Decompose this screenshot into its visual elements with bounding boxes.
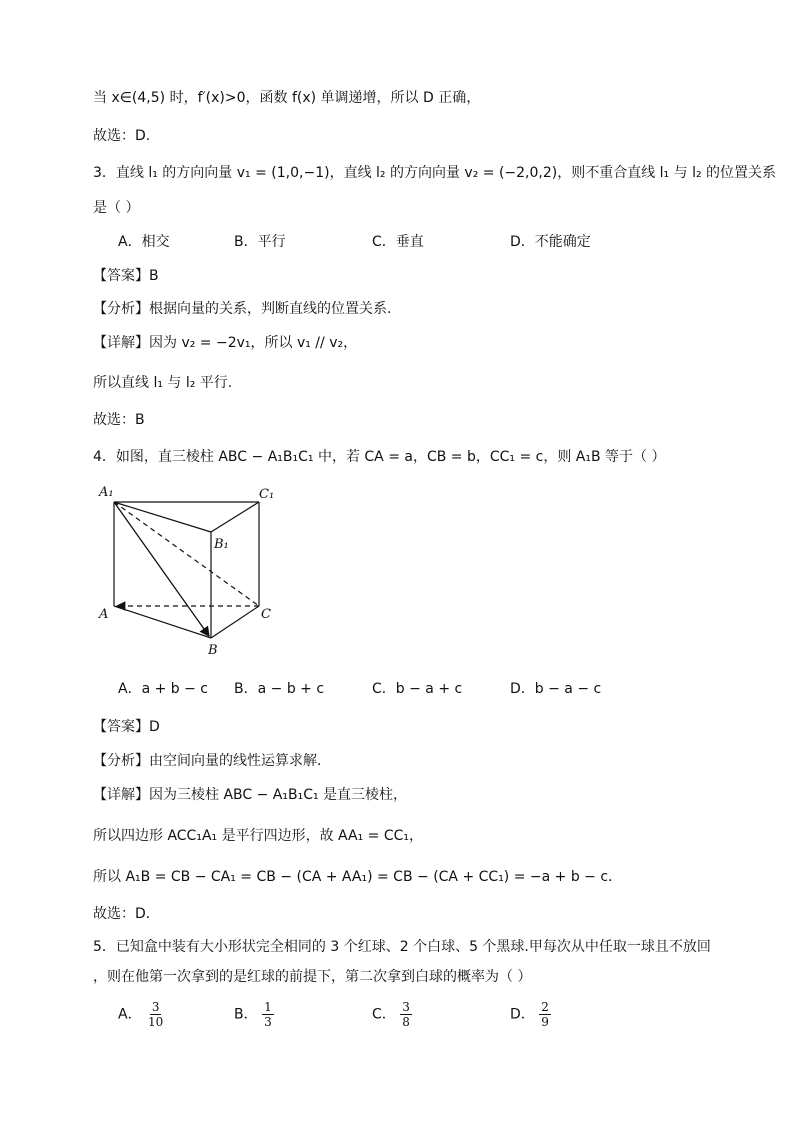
label-c: C xyxy=(261,607,271,622)
conclusion-text: 所以直线 l₁ 与 l₂ 平行. xyxy=(93,375,233,391)
vector-a1b xyxy=(114,502,209,636)
label-a1: A₁ xyxy=(99,485,114,500)
edge-ab xyxy=(114,606,211,638)
detail-text: 【详解】因为三棱柱 ABC − A₁B₁C₁ 是直三棱柱， xyxy=(93,787,408,803)
option-c: C． $\frac{3}{8}$ xyxy=(372,1000,410,1029)
text-line: 故选：D. xyxy=(93,128,151,144)
answer-label: 【答案】B xyxy=(93,268,159,284)
question-4-stem: 4．如图，直三棱柱 ABC − A₁B₁C₁ 中，若 CA = a，CB = b，CC₁ = c，则 A₁B 等于（ ） xyxy=(93,449,666,465)
option-d: D．b − a − c xyxy=(510,681,602,697)
edge-a1b1 xyxy=(114,502,211,532)
option-b: B．平行 xyxy=(234,234,286,250)
choice-text: 故选：B xyxy=(93,412,145,428)
label-a: A xyxy=(99,607,109,622)
question-3-stem: 3．直线 l₁ 的方向向量 v₁ = (1,0,−1)，直线 l₂ 的方向向量 v₂ = (−2,0,2)，则不重合直线 l₁ 与 l₂ 的位置关系 xyxy=(93,165,777,181)
question-3-stem-cont: 是（ ） xyxy=(93,200,140,216)
diagonal-a1c xyxy=(114,502,259,606)
option-b: B． $\frac{1}{3}$ xyxy=(234,1000,272,1029)
label-c1: C₁ xyxy=(259,487,275,502)
answer-label: 【答案】D xyxy=(93,719,160,735)
analysis-text: 【分析】根据向量的关系，判断直线的位置关系. xyxy=(93,301,392,317)
label-b1: B₁ xyxy=(214,537,229,552)
option-d: D． $\frac{2}{9}$ xyxy=(510,1000,549,1029)
option-c: C．垂直 xyxy=(372,234,424,250)
option-a: A． $\frac{3}{10}$ xyxy=(118,1000,164,1029)
option-a: A．a + b − c xyxy=(118,681,209,697)
fraction: $\frac{3}{8}$ xyxy=(402,1000,410,1029)
choice-text: 故选：D． xyxy=(93,906,160,922)
fraction: $\frac{1}{3}$ xyxy=(264,1000,272,1029)
solution-step: 所以 A₁B = CB − CA₁ = CB − (CA + AA₁) = CB − (CA + CC₁) = −a + b − c． xyxy=(93,869,623,885)
detail-text: 【详解】因为 v₂ = −2v₁，所以 v₁ // v₂， xyxy=(93,335,358,351)
option-d: D．不能确定 xyxy=(510,234,591,250)
prism-figure xyxy=(93,482,293,660)
analysis-text: 【分析】由空间向量的线性运算求解． xyxy=(93,753,331,769)
option-c: C．b − a + c xyxy=(372,681,463,697)
edge-c1b1 xyxy=(211,502,259,532)
fraction: $\frac{3}{10}$ xyxy=(148,1000,164,1029)
edge-cb xyxy=(211,606,259,638)
text-line: 当 x∈(4,5) 时，f′(x)>0，函数 f(x) 单调递增，所以 D 正确， xyxy=(93,90,481,106)
question-5-stem-cont: ，则在他第一次拿到的是红球的前提下，第二次拿到白球的概率为（ ） xyxy=(93,969,532,985)
option-a: A．相交 xyxy=(118,234,170,250)
label-b: B xyxy=(208,643,218,658)
solution-step: 所以四边形 ACC₁A₁ 是平行四边形，故 AA₁ = CC₁， xyxy=(93,828,423,844)
question-5-stem: 5．已知盒中装有大小形状完全相同的 3 个红球、2 个白球、5 个黑球.甲每次从中任取一球且不放回 xyxy=(93,939,711,955)
option-b: B．a − b + c xyxy=(234,681,325,697)
fraction: $\frac{2}{9}$ xyxy=(541,1000,549,1029)
